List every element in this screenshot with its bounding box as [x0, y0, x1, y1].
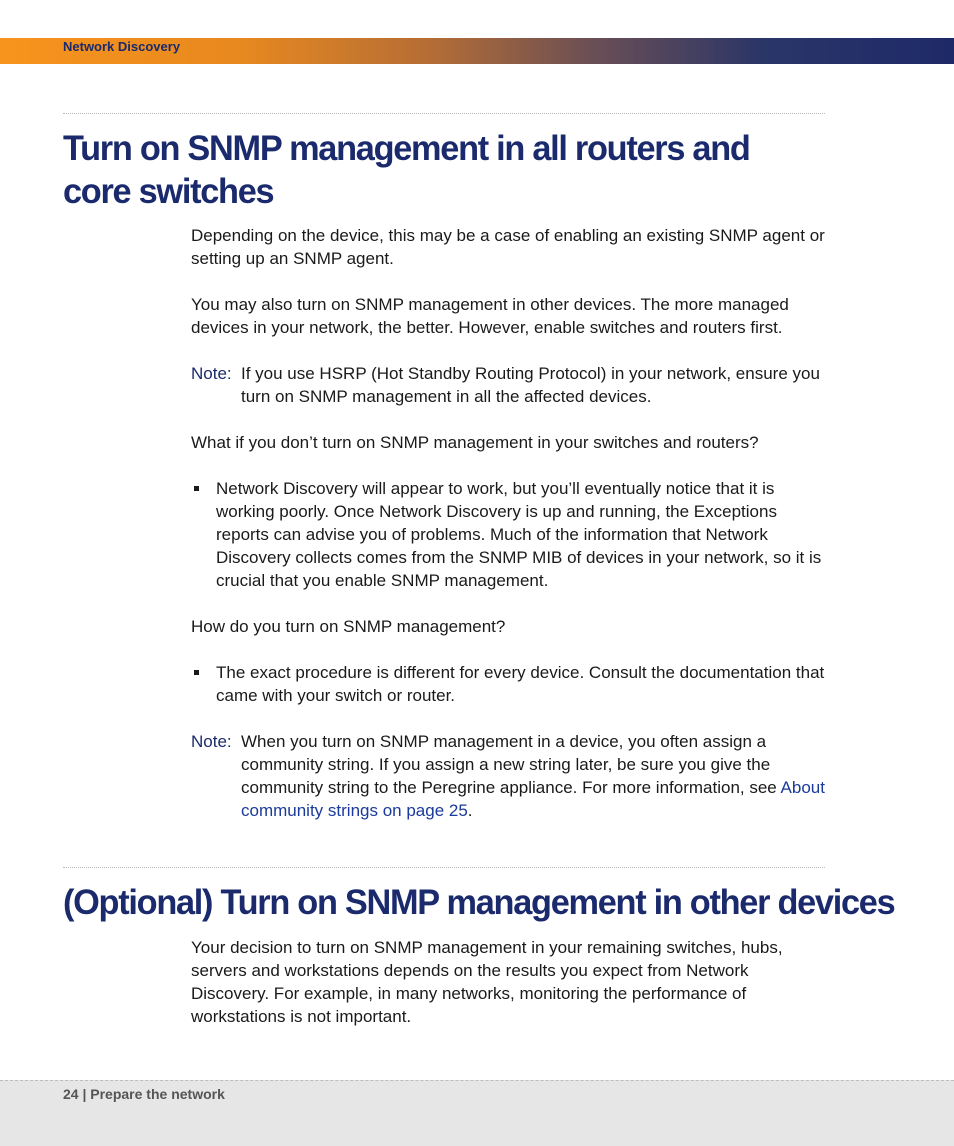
header-band — [0, 38, 954, 64]
section-divider — [63, 867, 825, 868]
note-label: Note: — [191, 732, 232, 751]
paragraph: You may also turn on SNMP management in other devices. The more managed devices in your network, the better. However, enable switches and routers first. — [191, 295, 789, 337]
bullet-square-icon — [194, 670, 199, 675]
section-heading: Turn on SNMP management in all routers and core switches — [63, 129, 750, 211]
paragraph: Depending on the device, this may be a case of enabling an existing SNMP agent or setting up an SNMP agent. — [191, 226, 825, 268]
note-text — [191, 730, 831, 822]
paragraph: How do you turn on SNMP management? — [191, 617, 506, 636]
list-item-text: Network Discovery will appear to work, but you’ll eventually notice that it is working poorly. Once Network Discovery is up and running, the Exceptions reports can advise you of problems. Much of the information that Network Discovery collects comes from the SNMP MIB of devices in your network, so it is crucial that you enable SNMP management. — [216, 479, 822, 590]
note-text: If you use HSRP (Hot Standby Routing Protocol) in your network, ensure you turn on SNMP management in all the affected devices. — [241, 364, 820, 406]
note-block — [191, 362, 831, 408]
bullet-square-icon — [194, 486, 199, 491]
paragraph: What if you don’t turn on SNMP management in your switches and routers? — [191, 433, 759, 452]
list-item-text: The exact procedure is different for every device. Consult the documentation that came with your switch or router. — [216, 663, 825, 705]
section-divider — [63, 113, 825, 114]
paragraph: Your decision to turn on SNMP management in your remaining switches, hubs, servers and workstations depends on the results you expect from Network Discovery. For example, in many networks, monitoring the performance of workstations is not important. — [191, 938, 783, 1026]
note-text-body: When you turn on SNMP management in a device, you often assign a community string. If you assign a new string later, be sure you give the community string to the Peregrine appliance. For more information, see — [241, 732, 781, 797]
list-item — [191, 661, 831, 707]
page-footer — [0, 1080, 954, 1146]
note-text-end: . — [467, 801, 473, 820]
list-item — [191, 477, 831, 592]
community-strings-link[interactable]: About community strings on page 25 — [241, 778, 825, 820]
running-header-title: Network Discovery — [63, 39, 181, 54]
footer-page-label: 24 | Prepare the network — [63, 1086, 225, 1102]
section-heading: (Optional) Turn on SNMP management in other devices — [63, 883, 895, 922]
note-block — [191, 730, 831, 822]
note-label: Note: — [191, 364, 232, 383]
